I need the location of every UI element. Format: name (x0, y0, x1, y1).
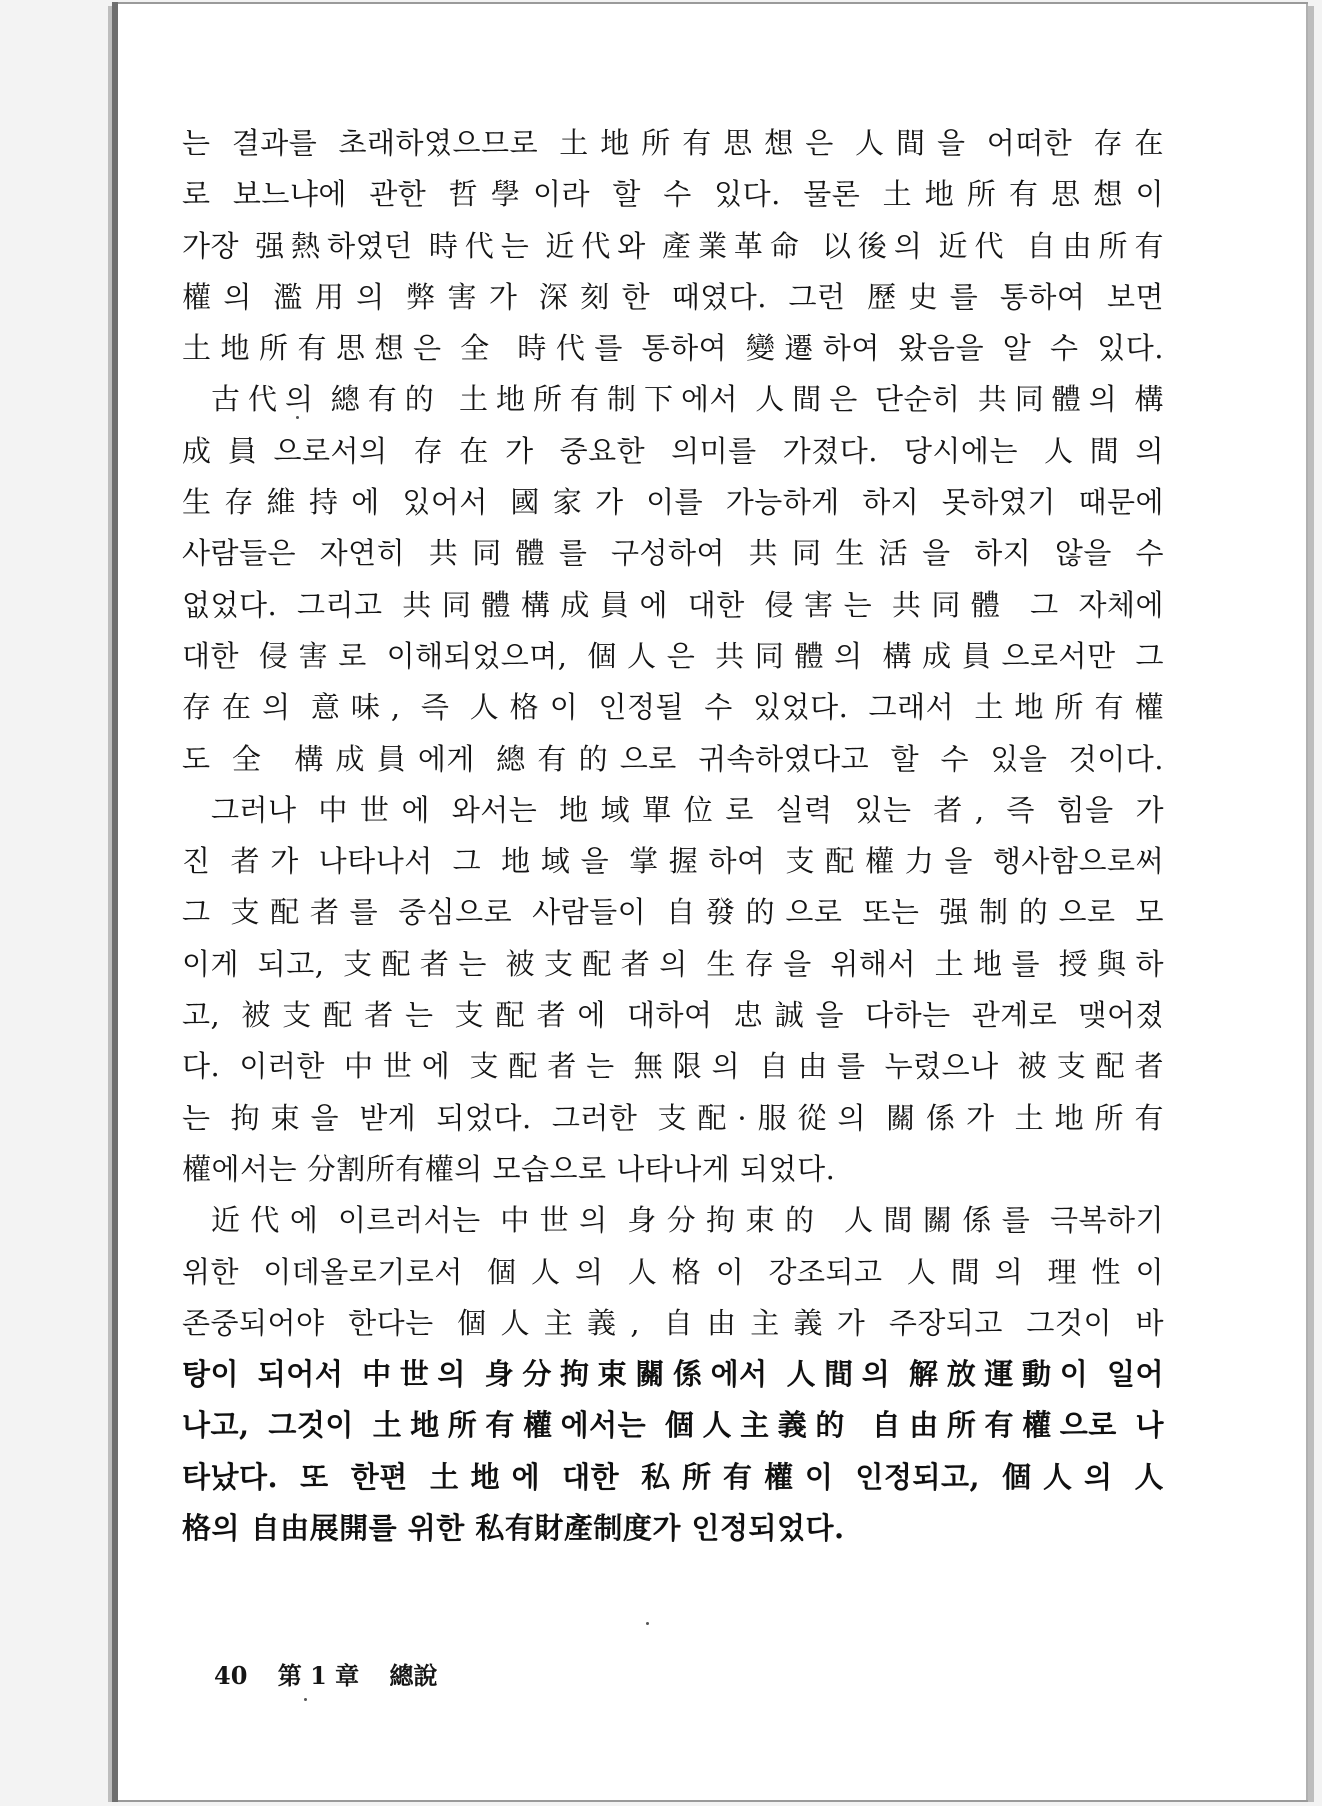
text-line: 고, 被支配者는 支配者에 대하여 忠誠을 다하는 관계로 맺어졌 (182, 998, 1164, 1033)
text-line: 存在의 意味, 즉 人格이 인정될 수 있었다. 그래서 土地所有權 (182, 690, 1164, 725)
page-footer (214, 1656, 460, 1691)
text-line: 權의 濫用의 弊害가 深刻한 때였다. 그런 歷史를 통하여 보면 (182, 279, 1164, 314)
text-line: 다. 이러한 中世에 支配者는 無限의 自由를 누렸으나 被支配者 (182, 1049, 1164, 1084)
section-label: 總說 (389, 1661, 438, 1690)
text-line: 존중되어야 한다는 個人主義, 自由主義가 주장되고 그것이 바 (182, 1305, 1164, 1340)
text-line: 가장 强熱하였던 時代는 近代와 產業革命 以後의 近代 自由所有 (182, 228, 1164, 263)
text-line: 탕이 되어서 中世의 身分拘束關係에서 人間의 解放運動이 일어 (182, 1357, 1164, 1392)
text-line: 타났다. 또 한편 土地에 대한 私所有權이 인정되고, 個人의 人 (182, 1459, 1164, 1494)
text-line: 土地所有思想은 全 時代를 통하여 變遷하여 왔음을 알 수 있다. (182, 331, 1164, 366)
text-line: 진 者가 나타나서 그 地域을 掌握하여 支配權力을 행사함으로써 (182, 844, 1164, 879)
text-line: 로 보느냐에 관한 哲學이라 할 수 있다. 물론 土地所有思想이 (182, 177, 1164, 212)
text-line: 權에서는 分割所有權의 모습으로 나타나게 되었다. (182, 1151, 836, 1186)
text-line: 古代의 總有的 土地所有制下에서 人間은 단순히 共同體의 構 (211, 382, 1164, 417)
print-speck (646, 1622, 649, 1625)
page-number: 40 (214, 1661, 248, 1690)
text-line: 格의 自由展開를 위한 私有財產制度가 인정되었다. (182, 1511, 845, 1546)
print-speck (304, 1698, 307, 1701)
text-line: 그 支配者를 중심으로 사람들이 自發的으로 또는 强制的으로 모 (182, 895, 1164, 930)
text-line: 그러나 中世에 와서는 地域單位로 실력 있는 者, 즉 힘을 가 (211, 792, 1164, 827)
print-speck (296, 416, 299, 419)
text-line: 없었다. 그리고 共同體構成員에 대한 侵害는 共同體 그 자체에 (182, 587, 1164, 622)
text-line: 이게 되고, 支配者는 被支配者의 生存을 위해서 土地를 授與하 (182, 946, 1164, 981)
text-line: 위한 이데올로기로서 個人의 人格이 강조되고 人間의 理性이 (182, 1254, 1164, 1289)
text-line: 生存維持에 있어서 國家가 이를 가능하게 하지 못하였기 때문에 (182, 485, 1164, 520)
text-line: 도 全 構成員에게 總有的으로 귀속하였다고 할 수 있을 것이다. (182, 741, 1164, 776)
text-line: 는 拘束을 받게 되었다. 그러한 支配·服從의 關係가 土地所有 (182, 1100, 1164, 1135)
text-line: 近代에 이르러서는 中世의 身分拘束的 人間關係를 극복하기 (211, 1203, 1164, 1238)
page-right-border (1306, 4, 1308, 1800)
text-line: 成員으로서의 存在가 중요한 의미를 가졌다. 당시에는 人間의 (182, 433, 1164, 468)
text-line: 는 결과를 초래하였으므로 土地所有思想은 人間을 어떠한 存在 (182, 126, 1164, 160)
chapter-label: 第 1 章 (277, 1661, 360, 1690)
text-line: 나고, 그것이 土地所有權에서는 個人主義的 自由所有權으로 나 (182, 1408, 1164, 1443)
text-line: 대한 侵害로 이해되었으며, 個人은 共同體의 構成員으로서만 그 (182, 638, 1164, 673)
body-text (182, 118, 1164, 1554)
text-line: 사람들은 자연히 共同體를 구성하여 共同生活을 하지 않을 수 (182, 536, 1164, 571)
